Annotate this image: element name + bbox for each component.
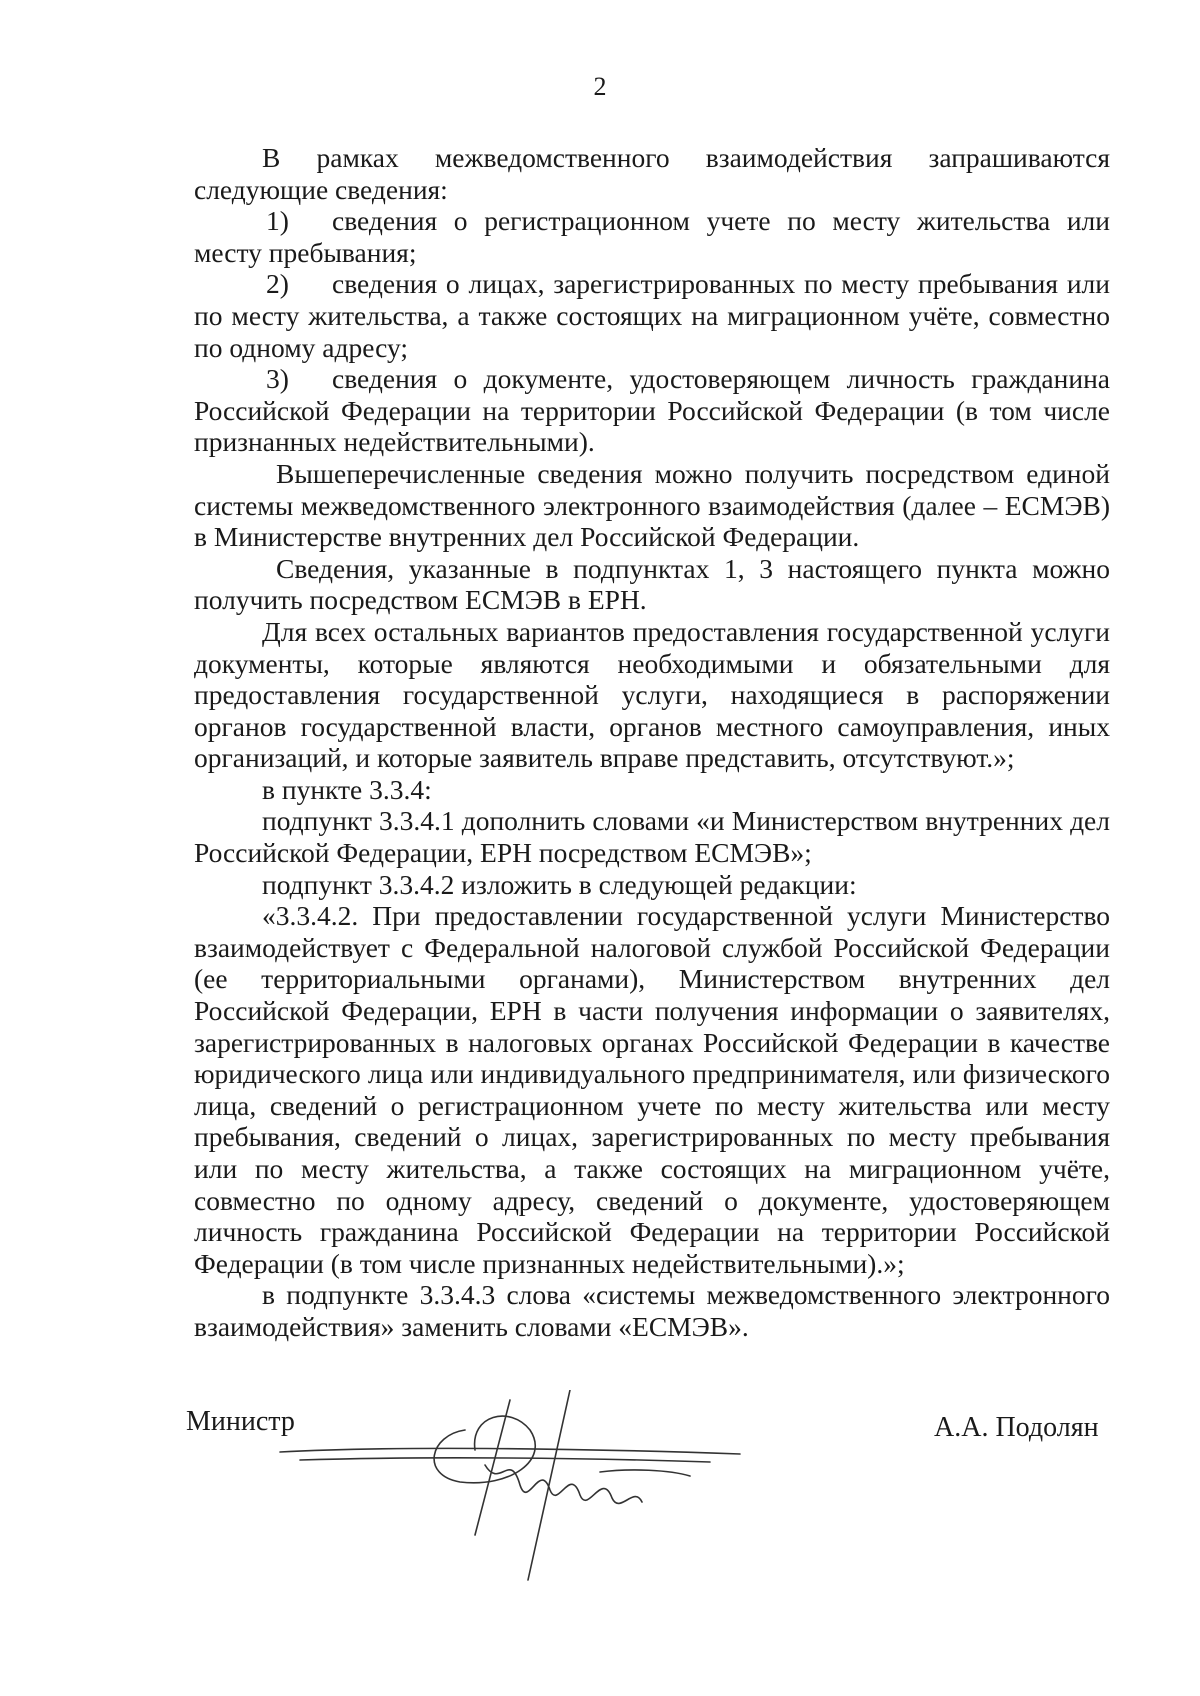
list-item-number: 1) [266,205,289,237]
page-number: 2 [593,72,607,101]
paragraph-point-334: в пункте 3.3.4: [262,773,432,805]
list-item-text: сведения о документе, удостоверяющем личность гражданина Российской Федерации на территории Российской Федерации (в том числе признанных недействительными). [194,363,1110,458]
list-item-3 [194,363,1110,458]
signature-stroke-underline-2 [300,1458,710,1462]
signature-stroke-underline [280,1448,740,1454]
list-item-number: 3) [266,363,289,395]
signatory-title: Министр [186,1406,295,1437]
signatory-name: А.А. Подолян [934,1412,1099,1443]
list-item-text: сведения о регистрационном учете по месту жительства или месту пребывания; [194,205,1110,268]
list-item-1 [194,205,1110,268]
handwritten-signature [270,1390,750,1590]
paragraph-esmev: Вышеперечисленные сведения можно получить посредством единой системы межведомственного электронного взаимодействия (далее – ЕСМЭВ) в Министерстве внутренних дел Российской Федерации. [194,457,1110,553]
paragraph-ern: Сведения, указанные в подпунктах 1, 3 настоящего пункта можно получить посредством ЕСМЭВ в ЕРН. [194,552,1110,616]
document-body [194,142,1110,1343]
paragraph-subpoint-3343: в подпункте 3.3.4.3 слова «системы межведомственного электронного взаимодействия» заменить словами «ЕСМЭВ». [194,1279,1110,1342]
list-item-text: сведения о лицах, зарегистрированных по месту пребывания или по месту жительства, а также состоящих на миграционном учёте, совместно по одному адресу; [194,268,1110,363]
paragraph-subpoint-3341: подпункт 3.3.4.1 дополнить словами «и Министерством внутренних дел Российской Федерации, ЕРН посредством ЕСМЭВ»; [194,805,1110,869]
signature-stroke-tail [600,1470,690,1476]
signature-block [0,1390,1200,1640]
list-item-number: 2) [266,268,289,300]
paragraph-intro: В рамках межведомственного взаимодействия запрашиваются следующие сведения: [194,142,1110,205]
signature-stroke-vertical [475,1400,510,1535]
paragraph-subpoint-3342-intro: подпункт 3.3.4.2 изложить в следующей редакции: [262,868,857,900]
paragraph-subpoint-3342-text: «3.3.4.2. При предоставлении государственной услуги Министерство взаимодействует с Федеральной налоговой службой Российской Федерации (ее территориальными органами), Министерством внутренних дел Российской Федерации, ЕРН в части получения информации о заявителях, зарегистрированных в налоговых органах Российской Федерации в качестве юридического лица или индивидуального предпринимателя, или физического лица, сведений о регистрационном учете по месту жительства или месту пребывания, сведений о лицах, зарегистрированных по месту пребывания или по месту жительства, а также состоящих на миграционном учёте, совместно по одному адресу, сведений о документе, удостоверяющем личность гражданина Российской Федерации на территории Российской Федерации (в том числе признанных недействительными).»; [194,900,1110,1279]
paragraph-other-options: Для всех остальных вариантов предоставления государственной услуги документы, которые являются необходимыми и обязательными для предоставления государственной услуги, находящиеся в распоряжении органов государственной власти, органов местного самоуправления, иных организаций, и которые заявитель вправе представить, отсутствуют.»; [194,615,1110,774]
list-item-2 [194,268,1110,363]
